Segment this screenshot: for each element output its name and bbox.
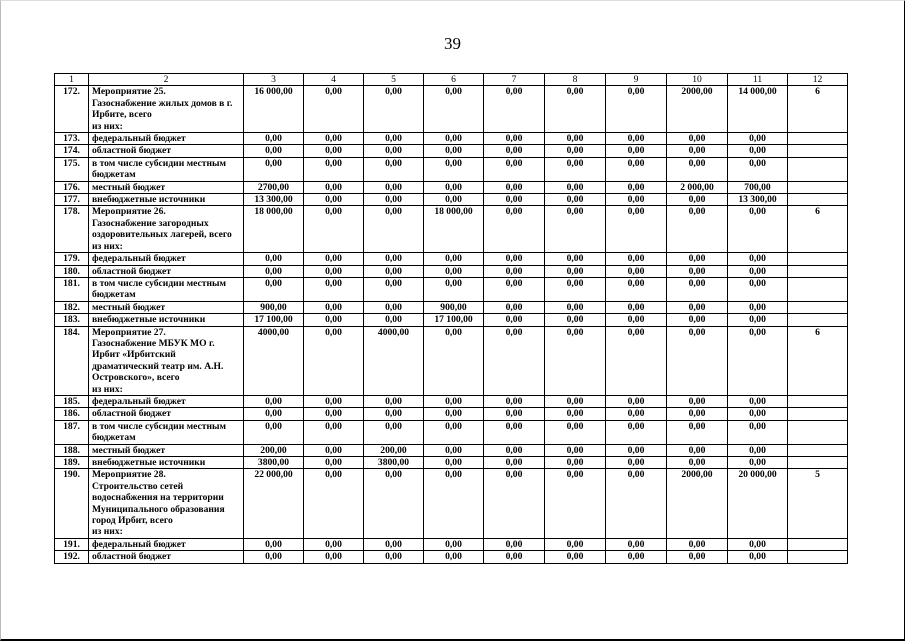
value-cell: 0,00 [304, 133, 364, 145]
value-cell: 0,00 [304, 194, 364, 206]
value-cell [788, 133, 848, 145]
value-cell: 0,00 [424, 86, 484, 133]
value-cell [788, 253, 848, 265]
table-row [55, 133, 848, 145]
value-cell: 0,00 [606, 444, 667, 456]
value-cell: 0,00 [424, 444, 484, 456]
value-cell: 0,00 [606, 420, 667, 444]
row-number: 176. [55, 181, 89, 193]
table-row [55, 457, 848, 469]
value-cell: 0,00 [728, 551, 788, 563]
column-header: 8 [545, 74, 606, 86]
table-row [55, 301, 848, 313]
value-cell: 0,00 [606, 253, 667, 265]
value-cell: 20 000,00 [728, 469, 788, 538]
value-cell: 0,00 [304, 145, 364, 157]
table-row [55, 145, 848, 157]
value-cell: 0,00 [304, 395, 364, 407]
value-cell: 0,00 [484, 408, 545, 420]
value-cell: 2000,00 [667, 469, 728, 538]
value-cell: 3800,00 [364, 457, 424, 469]
value-cell: 0,00 [667, 206, 728, 253]
value-cell [788, 444, 848, 456]
table-row [55, 253, 848, 265]
value-cell: 0,00 [364, 133, 424, 145]
value-cell: 0,00 [304, 301, 364, 313]
value-cell: 0,00 [728, 326, 788, 395]
value-cell: 0,00 [545, 194, 606, 206]
value-cell: 900,00 [424, 301, 484, 313]
value-cell [788, 420, 848, 444]
row-name: внебюджетные источники [89, 194, 244, 206]
value-cell: 0,00 [424, 194, 484, 206]
value-cell: 0,00 [484, 395, 545, 407]
value-cell: 6 [788, 86, 848, 133]
value-cell: 0,00 [728, 457, 788, 469]
value-cell: 0,00 [484, 551, 545, 563]
value-cell: 0,00 [545, 133, 606, 145]
value-cell: 0,00 [304, 408, 364, 420]
value-cell: 0,00 [244, 133, 304, 145]
value-cell: 13 300,00 [728, 194, 788, 206]
value-cell: 0,00 [545, 326, 606, 395]
value-cell: 4000,00 [364, 326, 424, 395]
value-cell: 0,00 [606, 157, 667, 181]
row-name: областной бюджет [89, 265, 244, 277]
row-number: 188. [55, 444, 89, 456]
value-cell: 6 [788, 206, 848, 253]
row-number: 192. [55, 551, 89, 563]
row-name: Мероприятие 25. Газоснабжение жилых домов в г. Ирбите, всего из них: [89, 86, 244, 133]
row-name: Мероприятие 26. Газоснабжение загородных оздоровительных лагерей, всего из них: [89, 206, 244, 253]
value-cell: 0,00 [484, 277, 545, 301]
value-cell: 0,00 [606, 145, 667, 157]
value-cell: 0,00 [484, 265, 545, 277]
table-row [55, 314, 848, 326]
value-cell: 0,00 [667, 444, 728, 456]
value-cell: 14 000,00 [728, 86, 788, 133]
row-number: 172. [55, 86, 89, 133]
value-cell: 0,00 [545, 301, 606, 313]
value-cell [788, 181, 848, 193]
row-name: федеральный бюджет [89, 133, 244, 145]
row-name: местный бюджет [89, 181, 244, 193]
value-cell: 0,00 [364, 538, 424, 550]
value-cell: 0,00 [424, 133, 484, 145]
value-cell: 0,00 [304, 157, 364, 181]
value-cell: 0,00 [545, 265, 606, 277]
value-cell: 4000,00 [244, 326, 304, 395]
value-cell: 0,00 [424, 145, 484, 157]
value-cell: 0,00 [364, 551, 424, 563]
value-cell: 0,00 [364, 395, 424, 407]
row-number: 180. [55, 265, 89, 277]
value-cell: 2000,00 [667, 86, 728, 133]
value-cell: 0,00 [364, 469, 424, 538]
value-cell: 0,00 [484, 538, 545, 550]
value-cell: 0,00 [484, 145, 545, 157]
value-cell: 0,00 [606, 551, 667, 563]
value-cell: 0,00 [424, 253, 484, 265]
value-cell: 0,00 [667, 194, 728, 206]
value-cell: 0,00 [667, 551, 728, 563]
value-cell: 0,00 [728, 157, 788, 181]
value-cell: 0,00 [545, 253, 606, 265]
row-number: 187. [55, 420, 89, 444]
column-header: 6 [424, 74, 484, 86]
value-cell: 0,00 [244, 277, 304, 301]
value-cell [788, 265, 848, 277]
value-cell: 0,00 [484, 444, 545, 456]
value-cell: 0,00 [667, 133, 728, 145]
value-cell: 2700,00 [244, 181, 304, 193]
value-cell: 0,00 [364, 181, 424, 193]
value-cell: 0,00 [304, 265, 364, 277]
value-cell: 0,00 [667, 420, 728, 444]
value-cell: 0,00 [728, 133, 788, 145]
column-header: 2 [89, 74, 244, 86]
value-cell: 0,00 [424, 277, 484, 301]
value-cell: 0,00 [484, 469, 545, 538]
table-header-row [55, 74, 848, 86]
value-cell: 0,00 [606, 457, 667, 469]
value-cell [788, 301, 848, 313]
value-cell: 0,00 [484, 314, 545, 326]
value-cell: 0,00 [484, 326, 545, 395]
row-number: 174. [55, 145, 89, 157]
value-cell [788, 145, 848, 157]
value-cell: 0,00 [364, 157, 424, 181]
value-cell: 0,00 [244, 420, 304, 444]
value-cell: 0,00 [364, 265, 424, 277]
table-row [55, 395, 848, 407]
value-cell: 0,00 [667, 408, 728, 420]
value-cell: 0,00 [424, 457, 484, 469]
value-cell: 0,00 [364, 86, 424, 133]
value-cell: 0,00 [667, 253, 728, 265]
value-cell: 6 [788, 326, 848, 395]
value-cell [788, 194, 848, 206]
table-row [55, 194, 848, 206]
row-number: 181. [55, 277, 89, 301]
value-cell [788, 157, 848, 181]
value-cell: 0,00 [424, 551, 484, 563]
value-cell: 0,00 [484, 253, 545, 265]
table-row [55, 206, 848, 253]
value-cell: 5 [788, 469, 848, 538]
table-row [55, 551, 848, 563]
value-cell: 0,00 [364, 314, 424, 326]
table-body [55, 74, 848, 564]
value-cell: 0,00 [484, 181, 545, 193]
row-name: областной бюджет [89, 551, 244, 563]
table-row [55, 181, 848, 193]
value-cell: 0,00 [244, 253, 304, 265]
value-cell: 0,00 [606, 314, 667, 326]
value-cell: 0,00 [424, 395, 484, 407]
value-cell: 18 000,00 [244, 206, 304, 253]
value-cell: 0,00 [364, 145, 424, 157]
value-cell: 0,00 [545, 206, 606, 253]
column-header: 7 [484, 74, 545, 86]
table-row [55, 444, 848, 456]
value-cell: 0,00 [545, 277, 606, 301]
value-cell: 0,00 [424, 157, 484, 181]
value-cell: 17 100,00 [424, 314, 484, 326]
value-cell: 0,00 [304, 314, 364, 326]
value-cell: 0,00 [545, 420, 606, 444]
value-cell: 0,00 [424, 181, 484, 193]
value-cell: 0,00 [545, 538, 606, 550]
value-cell: 0,00 [728, 145, 788, 157]
table-row [55, 265, 848, 277]
value-cell [788, 538, 848, 550]
row-name: местный бюджет [89, 301, 244, 313]
row-number: 189. [55, 457, 89, 469]
value-cell: 0,00 [728, 444, 788, 456]
row-name: Мероприятие 28. Строительство сетей водоснабжения на территории Муниципального образования город Ирбит, всего из них: [89, 469, 244, 538]
row-number: 191. [55, 538, 89, 550]
value-cell: 0,00 [545, 314, 606, 326]
column-header: 4 [304, 74, 364, 86]
budget-table [54, 73, 848, 564]
value-cell: 0,00 [667, 265, 728, 277]
value-cell: 0,00 [304, 551, 364, 563]
value-cell: 0,00 [606, 194, 667, 206]
value-cell: 0,00 [244, 395, 304, 407]
value-cell [788, 314, 848, 326]
row-number: 185. [55, 395, 89, 407]
value-cell: 0,00 [424, 420, 484, 444]
value-cell: 0,00 [545, 145, 606, 157]
row-name: местный бюджет [89, 444, 244, 456]
value-cell: 0,00 [728, 420, 788, 444]
value-cell: 0,00 [667, 395, 728, 407]
value-cell: 0,00 [484, 457, 545, 469]
row-number: 173. [55, 133, 89, 145]
value-cell: 0,00 [244, 551, 304, 563]
value-cell: 0,00 [606, 538, 667, 550]
column-header: 1 [55, 74, 89, 86]
table-row [55, 157, 848, 181]
value-cell: 0,00 [728, 408, 788, 420]
value-cell: 0,00 [728, 301, 788, 313]
value-cell [788, 551, 848, 563]
value-cell: 0,00 [244, 157, 304, 181]
value-cell: 900,00 [244, 301, 304, 313]
value-cell: 0,00 [545, 444, 606, 456]
table-row [55, 408, 848, 420]
value-cell: 0,00 [304, 326, 364, 395]
page-number: 39 [444, 34, 461, 53]
value-cell: 0,00 [304, 469, 364, 538]
row-name: внебюджетные источники [89, 457, 244, 469]
table-row [55, 538, 848, 550]
value-cell: 0,00 [484, 206, 545, 253]
value-cell: 2 000,00 [667, 181, 728, 193]
value-cell: 18 000,00 [424, 206, 484, 253]
value-cell: 0,00 [545, 551, 606, 563]
value-cell: 0,00 [364, 277, 424, 301]
row-name: в том числе субсидии местным бюджетам [89, 420, 244, 444]
value-cell: 0,00 [667, 326, 728, 395]
value-cell: 3800,00 [244, 457, 304, 469]
value-cell: 0,00 [244, 145, 304, 157]
value-cell: 0,00 [667, 145, 728, 157]
value-cell: 0,00 [728, 395, 788, 407]
value-cell: 0,00 [244, 408, 304, 420]
row-number: 182. [55, 301, 89, 313]
value-cell: 0,00 [484, 157, 545, 181]
row-number: 186. [55, 408, 89, 420]
value-cell: 0,00 [606, 265, 667, 277]
row-name: областной бюджет [89, 145, 244, 157]
value-cell: 13 300,00 [244, 194, 304, 206]
value-cell: 0,00 [484, 301, 545, 313]
value-cell: 0,00 [304, 253, 364, 265]
value-cell: 0,00 [728, 538, 788, 550]
row-name: внебюджетные источники [89, 314, 244, 326]
row-number: 179. [55, 253, 89, 265]
value-cell: 0,00 [728, 265, 788, 277]
column-header: 11 [728, 74, 788, 86]
value-cell: 0,00 [606, 86, 667, 133]
column-header: 10 [667, 74, 728, 86]
value-cell: 0,00 [244, 538, 304, 550]
value-cell: 0,00 [728, 277, 788, 301]
value-cell: 0,00 [606, 326, 667, 395]
column-header: 3 [244, 74, 304, 86]
row-name: федеральный бюджет [89, 395, 244, 407]
table-row [55, 469, 848, 538]
row-number: 177. [55, 194, 89, 206]
value-cell: 0,00 [304, 444, 364, 456]
value-cell: 0,00 [606, 408, 667, 420]
column-header: 9 [606, 74, 667, 86]
value-cell: 0,00 [484, 194, 545, 206]
value-cell: 0,00 [304, 420, 364, 444]
value-cell: 0,00 [424, 265, 484, 277]
value-cell [788, 395, 848, 407]
column-header: 12 [788, 74, 848, 86]
table-row [55, 277, 848, 301]
row-name: Мероприятие 27. Газоснабжение МБУК МО г. Ирбит «Ирбитский драматический театр им. А.Н. Островского», всего из них: [89, 326, 244, 395]
value-cell: 0,00 [364, 253, 424, 265]
value-cell: 0,00 [606, 395, 667, 407]
value-cell: 0,00 [667, 314, 728, 326]
value-cell: 0,00 [364, 194, 424, 206]
value-cell: 0,00 [545, 395, 606, 407]
value-cell: 0,00 [667, 457, 728, 469]
value-cell: 0,00 [606, 181, 667, 193]
value-cell: 0,00 [304, 206, 364, 253]
row-name: федеральный бюджет [89, 538, 244, 550]
value-cell: 0,00 [424, 538, 484, 550]
row-name: областной бюджет [89, 408, 244, 420]
value-cell: 0,00 [667, 157, 728, 181]
table-row [55, 86, 848, 133]
value-cell: 0,00 [424, 469, 484, 538]
value-cell: 0,00 [484, 420, 545, 444]
value-cell: 0,00 [667, 538, 728, 550]
value-cell: 0,00 [304, 538, 364, 550]
value-cell: 0,00 [545, 408, 606, 420]
value-cell: 0,00 [364, 408, 424, 420]
value-cell [788, 277, 848, 301]
value-cell: 0,00 [728, 314, 788, 326]
value-cell: 0,00 [606, 301, 667, 313]
row-number: 184. [55, 326, 89, 395]
value-cell: 16 000,00 [244, 86, 304, 133]
value-cell: 0,00 [545, 457, 606, 469]
value-cell: 0,00 [484, 133, 545, 145]
value-cell: 0,00 [606, 133, 667, 145]
value-cell: 0,00 [304, 277, 364, 301]
value-cell: 0,00 [545, 157, 606, 181]
value-cell: 700,00 [728, 181, 788, 193]
value-cell: 0,00 [424, 408, 484, 420]
row-name: федеральный бюджет [89, 253, 244, 265]
value-cell: 0,00 [667, 301, 728, 313]
value-cell: 17 100,00 [244, 314, 304, 326]
table-row [55, 420, 848, 444]
value-cell: 0,00 [606, 206, 667, 253]
value-cell: 0,00 [364, 420, 424, 444]
value-cell: 0,00 [364, 301, 424, 313]
row-number: 183. [55, 314, 89, 326]
table-row [55, 326, 848, 395]
value-cell: 0,00 [424, 326, 484, 395]
value-cell: 0,00 [545, 86, 606, 133]
value-cell: 0,00 [364, 206, 424, 253]
row-name: в том числе субсидии местным бюджетам [89, 157, 244, 181]
column-header: 5 [364, 74, 424, 86]
row-number: 178. [55, 206, 89, 253]
value-cell [788, 408, 848, 420]
row-name: в том числе субсидии местным бюджетам [89, 277, 244, 301]
row-number: 175. [55, 157, 89, 181]
value-cell: 0,00 [667, 277, 728, 301]
value-cell: 0,00 [606, 277, 667, 301]
value-cell: 200,00 [244, 444, 304, 456]
value-cell: 0,00 [304, 457, 364, 469]
value-cell: 0,00 [304, 86, 364, 133]
value-cell: 0,00 [728, 253, 788, 265]
value-cell [788, 457, 848, 469]
value-cell: 22 000,00 [244, 469, 304, 538]
row-number: 190. [55, 469, 89, 538]
value-cell: 0,00 [606, 469, 667, 538]
value-cell: 0,00 [304, 181, 364, 193]
value-cell: 200,00 [364, 444, 424, 456]
value-cell: 0,00 [728, 206, 788, 253]
value-cell: 0,00 [545, 181, 606, 193]
value-cell: 0,00 [545, 469, 606, 538]
value-cell: 0,00 [244, 265, 304, 277]
value-cell: 0,00 [484, 86, 545, 133]
